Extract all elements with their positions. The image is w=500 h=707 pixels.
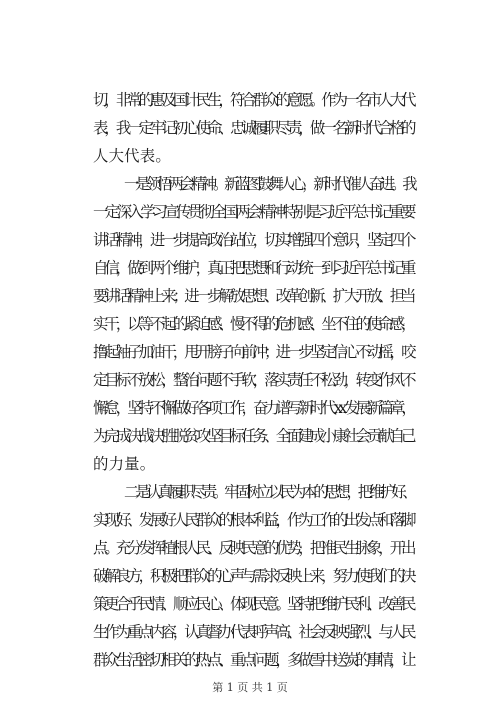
body-line: 懈怠，坚持不懈做好各项工作，奋力谱写新时代 xx 发展新篇章， (93, 399, 413, 417)
body-line: 策更合乎民情、顺应民心、体现民意。坚持把维护民利、改善民 (93, 595, 413, 613)
body-line: 要讲话精神上来；进一步解放思想、改革创新、扩大开放、担当 (93, 287, 413, 305)
body-line: 点。充分发挥植根人民、反映民意的优势，把准民生脉象，开出 (93, 539, 413, 557)
page-footer: 第 1 页 共 1 页 (212, 681, 288, 694)
body-line: 切，非常的惠及国计民生，符合群众的意愿。作为一名市人大代 (93, 91, 413, 109)
body-line: 撸起袖子加油干，甩开膀子向前冲；进一步坚定信心不动摇，咬 (93, 343, 413, 361)
body-line: 表，我一定牢记初心使命、忠诚履职尽责，做一名新时代合格的 (93, 119, 413, 137)
body-line: 人大代表。 (93, 147, 171, 165)
body-line: 定目标不放松，整治问题不手软，落实责任不松劲，转变作风不 (93, 371, 413, 389)
body-line: 一定深入学习宣传贯彻全国两会精神特别是习近平总书记重要 (93, 203, 413, 221)
paragraph-first-line: 一是领悟两会精神。新蓝图鼓舞人心，新时代催人奋进。我 (124, 175, 414, 193)
body-line: 破解良方，积极把群众的心声与需求反映上来，努力使我们的决 (93, 567, 413, 585)
body-line: 自信，做到两个维护，真正把思想和行动统一到习近平总书记重 (93, 259, 413, 277)
body-line: 的力量。 (93, 455, 156, 473)
body-line: 群众生活密切相关的热点、重点问题，多做雪中送炭的事情，让 (93, 651, 413, 669)
body-line: 实现好、发展好人民群众的根本利益，作为工作的出发点和落脚 (93, 511, 413, 529)
body-line: 实干，以等不起的紧迫感、慢不得的危机感、坐不住的使命感， (93, 315, 413, 333)
body-line: 生作为重点内容，认真督办代表呼声高、社会反映强烈、与人民 (93, 623, 413, 641)
paragraph-first-line: 二是认真履职尽责。牢固树立以民为本的思想，把维护好、 (124, 483, 414, 501)
body-line: 讲话精神，进一步提高政治站位，切实增强四个意识，坚定四个 (93, 231, 413, 249)
body-line: 为完成决战决胜脱贫攻坚目标任务、全面建成小康社会贡献自己 (93, 427, 413, 445)
